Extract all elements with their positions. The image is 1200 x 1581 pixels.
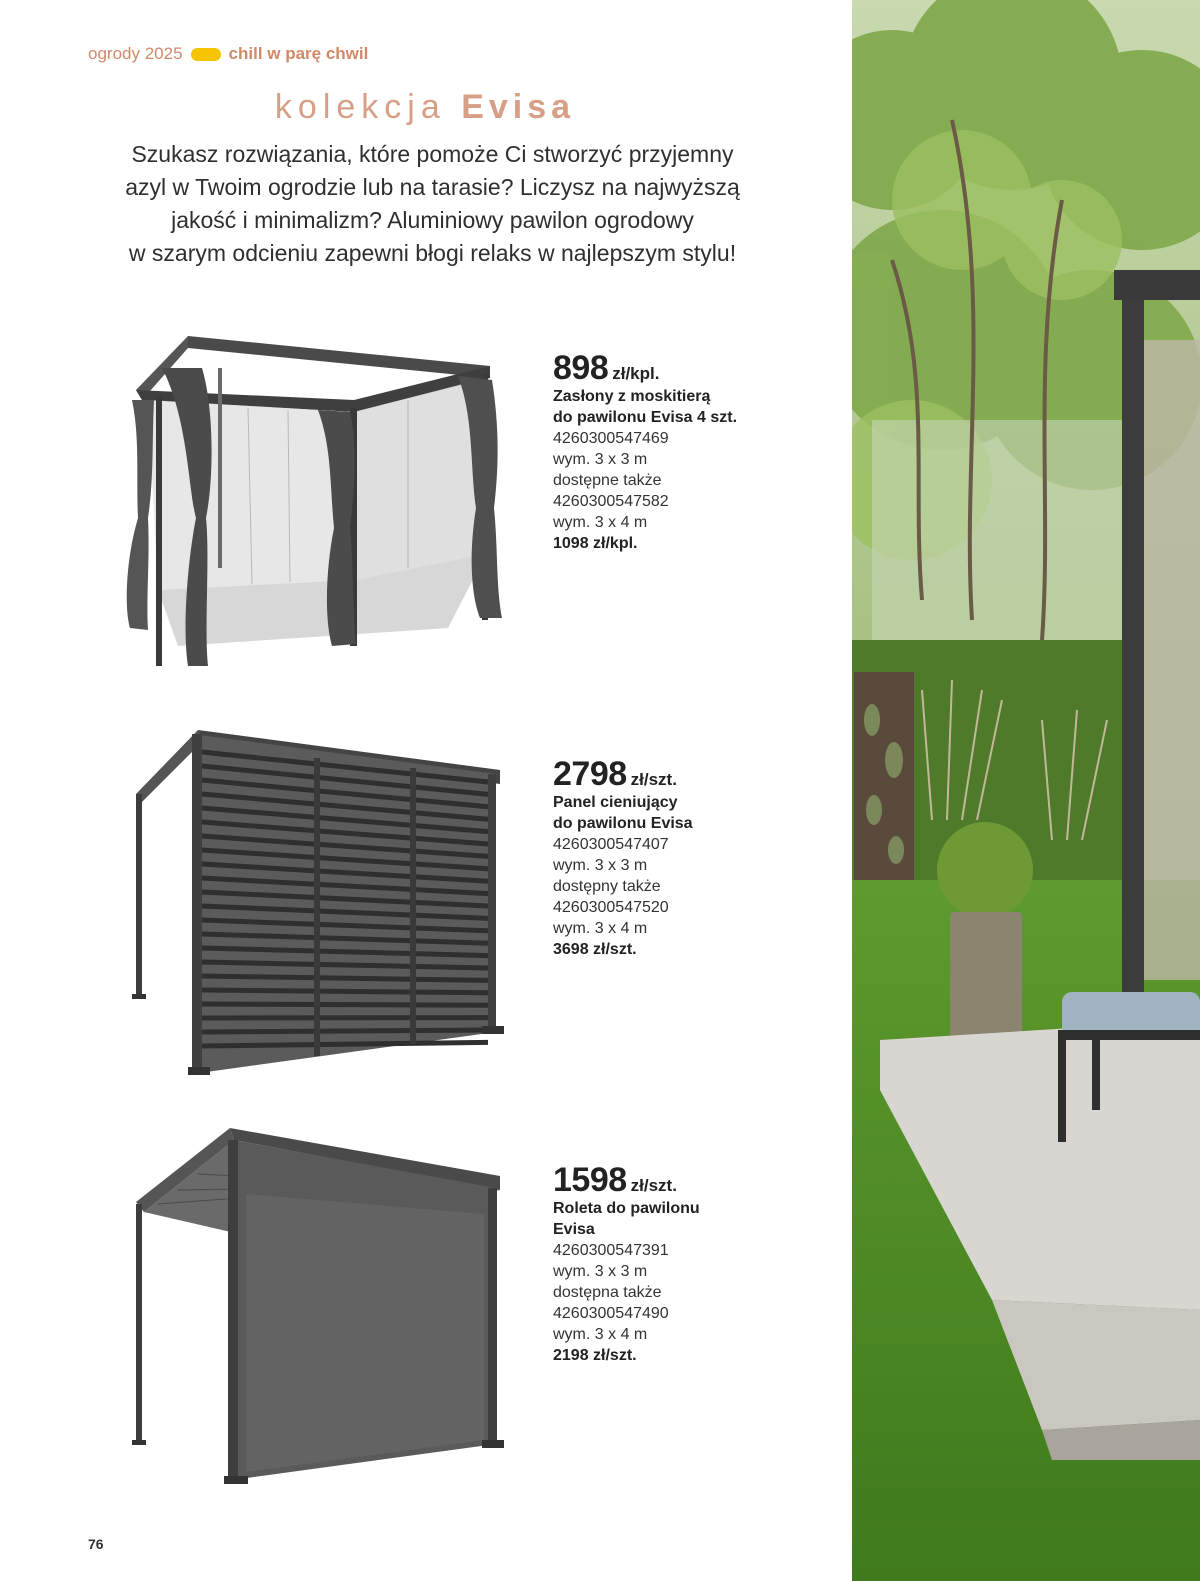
product-name-line: Panel cieniujący — [553, 794, 678, 811]
price-row — [553, 1161, 843, 1199]
product-code: 4260300547391 — [553, 1242, 669, 1259]
louvre-slat — [202, 1004, 488, 1005]
product-size: wym. 3 x 3 m — [553, 1263, 648, 1280]
alt-product-code: 4260300547582 — [553, 493, 669, 510]
garden-lifestyle-photo — [852, 0, 1200, 1581]
collection-title — [0, 88, 850, 127]
alt-price: 1098 zł/kpl. — [553, 535, 638, 552]
product-code: 4260300547407 — [553, 836, 669, 853]
product-name-line: Evisa — [553, 1221, 595, 1238]
product-name-line: Zasłony z moskitierą — [553, 388, 711, 405]
product-name-line: do pawilonu Evisa — [553, 815, 693, 832]
product-name-line: do pawilonu Evisa 4 szt. — [553, 409, 738, 426]
product-roller-blind — [553, 1161, 843, 1366]
page-header — [88, 44, 368, 64]
product-shading-panel — [553, 755, 843, 960]
intro-line: Szukasz rozwiązania, które pomoże Ci stworzyć przyjemny — [131, 141, 734, 167]
alt-product-code: 4260300547490 — [553, 1305, 669, 1322]
price: 898 — [553, 349, 609, 387]
price: 1598 — [553, 1161, 627, 1199]
price-unit: zł/szt. — [630, 1176, 677, 1195]
product-size: wym. 3 x 3 m — [553, 857, 648, 874]
product-curtains — [553, 349, 843, 554]
product-name-line: Roleta do pawilonu — [553, 1200, 700, 1217]
alt-product-size: wym. 3 x 4 m — [553, 1326, 648, 1343]
price-row — [553, 349, 843, 387]
louvre-slat — [202, 1030, 488, 1032]
alt-product-code: 4260300547520 — [553, 899, 669, 916]
product-code: 4260300547469 — [553, 430, 669, 447]
title-brand: Evisa — [461, 88, 576, 126]
alt-price: 2198 zł/szt. — [553, 1347, 637, 1364]
also-available-label: dostępny także — [553, 878, 661, 895]
price: 2798 — [553, 755, 627, 793]
intro-paragraph — [60, 138, 805, 270]
shading-panel-image — [128, 722, 508, 1082]
intro-line: jakość i minimalizm? Aluminiowy pawilon ogrodowy — [171, 207, 694, 233]
price-row — [553, 755, 843, 793]
alt-price: 3698 zł/szt. — [553, 941, 637, 958]
section-label: chill w parę chwil — [228, 44, 369, 63]
alt-product-size: wym. 3 x 4 m — [553, 514, 648, 531]
year-label: ogrody 2025 — [88, 44, 183, 63]
alt-product-size: wym. 3 x 4 m — [553, 920, 648, 937]
price-unit: zł/szt. — [630, 770, 677, 789]
intro-line: w szarym odcieniu zapewni błogi relaks w najlepszym stylu! — [128, 240, 737, 266]
curtains-gazebo-image — [118, 328, 518, 673]
price-unit: zł/kpl. — [612, 364, 660, 383]
also-available-label: dostępne także — [553, 472, 662, 489]
product-size: wym. 3 x 3 m — [553, 451, 648, 468]
title-prefix: kolekcja — [274, 88, 446, 126]
yellow-pill-icon — [191, 48, 221, 61]
page-number: 76 — [88, 1536, 104, 1552]
roller-blind-image — [128, 1124, 508, 1489]
also-available-label: dostępna także — [553, 1284, 662, 1301]
louvre-slat — [202, 990, 488, 993]
intro-line: azyl w Twoim ogrodzie lub na tarasie? Liczysz na najwyższą — [125, 174, 740, 200]
